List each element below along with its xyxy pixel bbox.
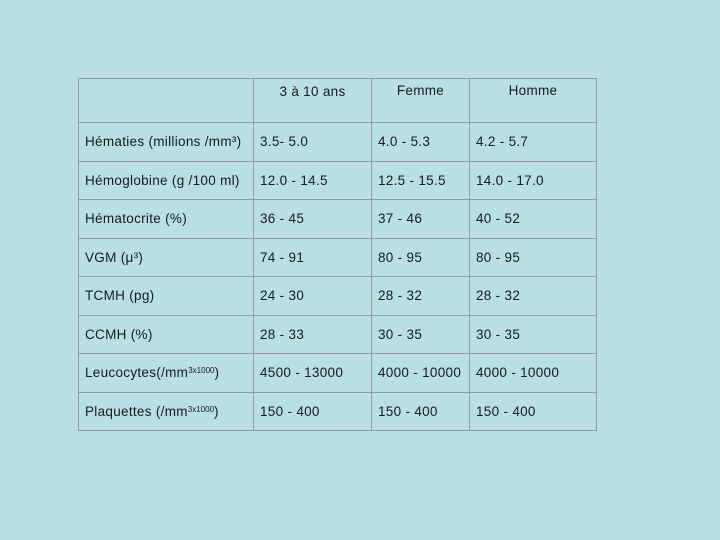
value-cell: 4500 - 13000: [254, 354, 372, 393]
row-label-text: CCMH (%): [85, 326, 153, 342]
row-label-close: ): [214, 365, 220, 381]
row-label-text: Plaquettes (/mm: [85, 403, 188, 419]
value-cell: 4.2 - 5.7: [470, 123, 597, 162]
row-label: [79, 123, 254, 162]
row-label: [79, 392, 254, 431]
row-label: [79, 354, 254, 393]
value-cell: 3.5- 5.0: [254, 123, 372, 162]
table-row: [79, 123, 597, 162]
row-label-text: VGM (μ³): [85, 249, 144, 265]
table-row: [79, 277, 597, 316]
value-cell: 30 - 35: [372, 315, 470, 354]
row-label: [79, 238, 254, 277]
value-cell: 28 - 33: [254, 315, 372, 354]
value-cell: 37 - 46: [372, 200, 470, 239]
row-label-text: TCMH (pg): [85, 288, 155, 304]
table-row: [79, 315, 597, 354]
header-femme: Femme: [372, 79, 470, 123]
row-label: [79, 315, 254, 354]
value-cell: 28 - 32: [372, 277, 470, 316]
row-label-superscript: 3x1000: [188, 366, 215, 376]
header-child-3-10: 3 à 10 ans: [254, 79, 372, 123]
row-label-close: ): [214, 403, 219, 419]
value-cell: 24 - 30: [254, 277, 372, 316]
row-label: [79, 277, 254, 316]
value-cell: 30 - 35: [470, 315, 597, 354]
value-cell: 150 - 400: [254, 392, 372, 431]
row-label-text: Hématies (millions /mm³): [85, 134, 242, 150]
row-label: [79, 200, 254, 239]
table-header-row: [79, 79, 597, 123]
value-cell: 150 - 400: [470, 392, 597, 431]
header-empty: [79, 79, 254, 123]
value-cell: 74 - 91: [254, 238, 372, 277]
table-row: [79, 200, 597, 239]
row-label-superscript: 3x1000: [187, 404, 215, 414]
value-cell: 4.0 - 5.3: [372, 123, 470, 162]
value-cell: 14.0 - 17.0: [470, 161, 597, 200]
header-homme: Homme: [470, 79, 597, 123]
value-cell: 80 - 95: [372, 238, 470, 277]
value-cell: 4000 - 10000: [470, 354, 597, 393]
value-cell: 80 - 95: [470, 238, 597, 277]
row-label: [79, 161, 254, 200]
table-row: [79, 354, 597, 393]
table-row: [79, 392, 597, 431]
blood-reference-table: [78, 78, 597, 431]
value-cell: 36 - 45: [254, 200, 372, 239]
value-cell: 40 - 52: [470, 200, 597, 239]
table-row: [79, 238, 597, 277]
value-cell: 28 - 32: [470, 277, 597, 316]
table-row: [79, 161, 597, 200]
row-label-text: Leucocytes(/mm: [85, 365, 189, 381]
value-cell: 12.5 - 15.5: [372, 161, 470, 200]
row-label-text: Hématocrite (%): [85, 211, 188, 227]
value-cell: 4000 - 10000: [372, 354, 470, 393]
value-cell: 12.0 - 14.5: [254, 161, 372, 200]
row-label-text: Hémoglobine (g /100 ml): [85, 172, 240, 188]
value-cell: 150 - 400: [372, 392, 470, 431]
